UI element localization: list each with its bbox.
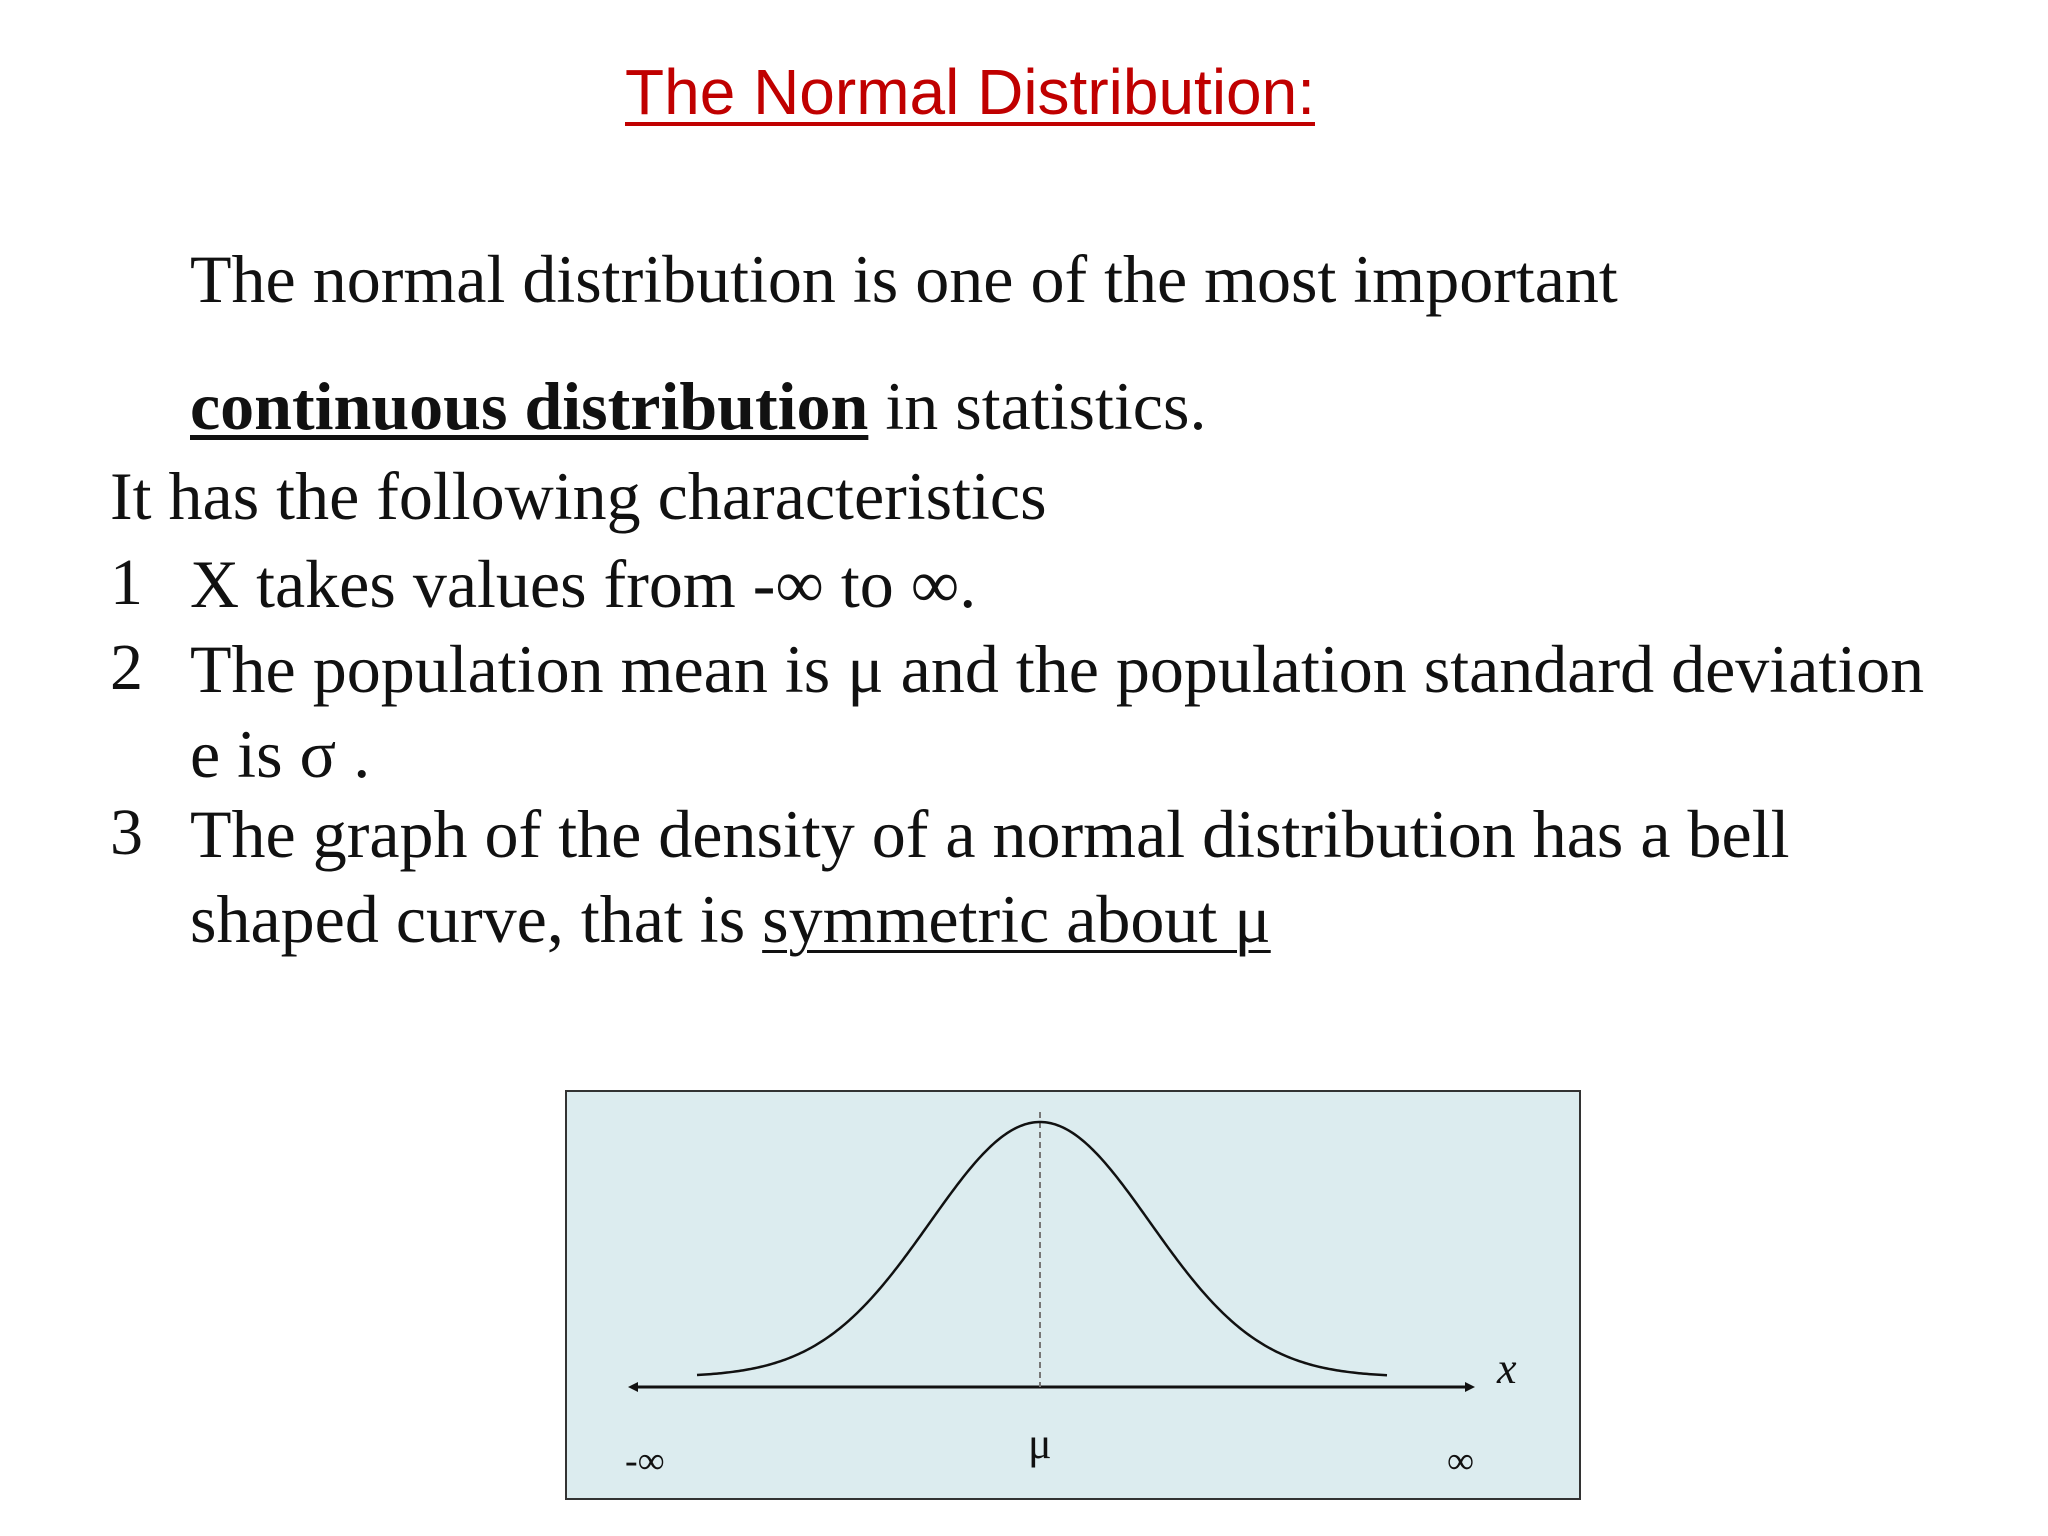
item-3-text-line-1: The graph of the density of a normal distribution has a bell (190, 796, 1790, 872)
normal-curve-figure (565, 1090, 1581, 1500)
item-number: 3 (110, 796, 143, 869)
item-3-text-line-2 (190, 881, 1271, 957)
item-number: 1 (110, 546, 143, 619)
bell-curve (697, 1122, 1387, 1375)
item-2-text-line-1: The population mean is μ and the population standard deviation (190, 631, 1925, 707)
x-axis-label: x (1497, 1344, 1517, 1393)
positive-infinity-label: ∞ (1447, 1440, 1475, 1482)
intro-line-1: The normal distribution is one of the most important (190, 241, 1618, 317)
continuous-distribution-term: continuous distribution (190, 368, 869, 444)
item-number: 2 (110, 631, 143, 704)
mean-label: μ (1028, 1419, 1052, 1468)
page-title: The Normal Distribution: (625, 56, 1315, 128)
intro-line-2 (190, 368, 1207, 444)
normal-curve-svg (567, 1092, 1583, 1502)
intro-line-3: It has the following characteristics (110, 458, 1047, 534)
item-2-text-line-2: e is σ . (190, 716, 371, 792)
intro-line-2-rest: in statistics. (868, 368, 1207, 444)
item-1-text: X takes values from -∞ to ∞. (190, 546, 977, 622)
negative-infinity-label: -∞ (625, 1440, 665, 1482)
item-3-text-line-2-start: shaped curve, that is (190, 881, 763, 957)
symmetric-about-mu-term: symmetric about μ (762, 881, 1271, 957)
